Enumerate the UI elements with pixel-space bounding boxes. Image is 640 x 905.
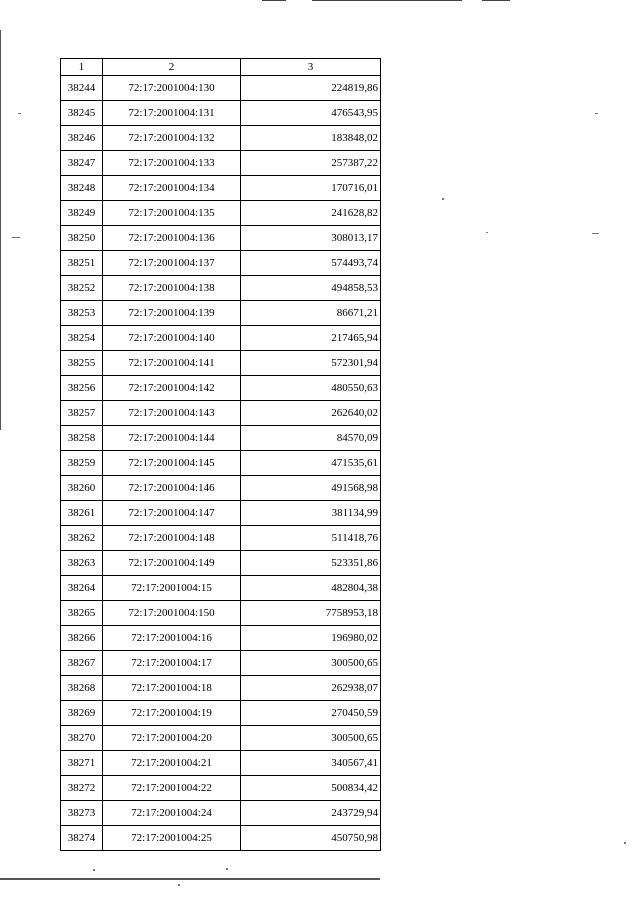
row-number-cell: 38266: [61, 626, 103, 651]
value-cell: 572301,94: [241, 351, 381, 376]
row-number-cell: 38264: [61, 576, 103, 601]
cadastral-number-cell: 72:17:2001004:149: [103, 551, 241, 576]
top-scan-line: [482, 0, 510, 1]
cadastral-number-cell: 72:17:2001004:146: [103, 476, 241, 501]
table-body: [61, 76, 381, 851]
bottom-scan-line: [0, 878, 380, 880]
table-row: [61, 601, 381, 626]
row-number-cell: 38258: [61, 426, 103, 451]
cadastral-number-cell: 72:17:2001004:142: [103, 376, 241, 401]
cadastral-number-cell: 72:17:2001004:132: [103, 126, 241, 151]
row-number-cell: 38261: [61, 501, 103, 526]
cadastral-number-cell: 72:17:2001004:140: [103, 326, 241, 351]
row-number-cell: 38256: [61, 376, 103, 401]
table-row: [61, 751, 381, 776]
value-cell: 224819,86: [241, 76, 381, 101]
table-row: [61, 251, 381, 276]
value-cell: 217465,94: [241, 326, 381, 351]
cadastral-number-cell: 72:17:2001004:137: [103, 251, 241, 276]
table-row: [61, 726, 381, 751]
value-cell: 340567,41: [241, 751, 381, 776]
scan-speck: [592, 233, 599, 234]
row-number-cell: 38245: [61, 101, 103, 126]
value-cell: 480550,63: [241, 376, 381, 401]
value-cell: 523351,86: [241, 551, 381, 576]
table-row: [61, 526, 381, 551]
scan-speck: [12, 237, 20, 238]
table-row: [61, 776, 381, 801]
value-cell: 262938,07: [241, 676, 381, 701]
scan-speck: [226, 868, 228, 870]
row-number-cell: 38263: [61, 551, 103, 576]
value-cell: 300500,65: [241, 651, 381, 676]
table-row: [61, 326, 381, 351]
table-row: [61, 826, 381, 851]
cadastral-number-cell: 72:17:2001004:136: [103, 226, 241, 251]
top-scan-line: [262, 0, 286, 1]
value-cell: 494858,53: [241, 276, 381, 301]
column-header-2: 2: [103, 59, 241, 76]
scan-speck: [595, 113, 598, 114]
scan-speck: [178, 884, 180, 886]
cadastral-number-cell: 72:17:2001004:20: [103, 726, 241, 751]
column-header-3: 3: [241, 59, 381, 76]
row-number-cell: 38268: [61, 676, 103, 701]
value-cell: 86671,21: [241, 301, 381, 326]
row-number-cell: 38251: [61, 251, 103, 276]
table-row: [61, 376, 381, 401]
table-row: [61, 351, 381, 376]
cadastral-number-cell: 72:17:2001004:18: [103, 676, 241, 701]
row-number-cell: 38273: [61, 801, 103, 826]
table-row: [61, 501, 381, 526]
scan-speck: [442, 198, 444, 200]
cadastral-number-cell: 72:17:2001004:25: [103, 826, 241, 851]
cadastral-number-cell: 72:17:2001004:21: [103, 751, 241, 776]
value-cell: 574493,74: [241, 251, 381, 276]
cadastral-number-cell: 72:17:2001004:145: [103, 451, 241, 476]
table-row: [61, 401, 381, 426]
table-row: [61, 301, 381, 326]
column-header-1: 1: [61, 59, 103, 76]
cadastral-number-cell: 72:17:2001004:135: [103, 201, 241, 226]
cadastral-number-cell: 72:17:2001004:24: [103, 801, 241, 826]
table-row: [61, 626, 381, 651]
value-cell: 262640,02: [241, 401, 381, 426]
top-scan-line: [312, 0, 462, 1]
header-row: [61, 59, 381, 76]
left-edge-mark: [0, 30, 1, 430]
row-number-cell: 38271: [61, 751, 103, 776]
table-row: [61, 226, 381, 251]
value-cell: 7758953,18: [241, 601, 381, 626]
table-row: [61, 426, 381, 451]
cadastral-number-cell: 72:17:2001004:139: [103, 301, 241, 326]
cadastral-number-cell: 72:17:2001004:16: [103, 626, 241, 651]
table-row: [61, 576, 381, 601]
row-number-cell: 38246: [61, 126, 103, 151]
cadastral-number-cell: 72:17:2001004:141: [103, 351, 241, 376]
row-number-cell: 38270: [61, 726, 103, 751]
value-cell: 511418,76: [241, 526, 381, 551]
value-cell: 500834,42: [241, 776, 381, 801]
value-cell: 270450,59: [241, 701, 381, 726]
cadastral-number-cell: 72:17:2001004:144: [103, 426, 241, 451]
scan-speck: [18, 113, 21, 114]
row-number-cell: 38269: [61, 701, 103, 726]
table-row: [61, 476, 381, 501]
cadastral-number-cell: 72:17:2001004:150: [103, 601, 241, 626]
row-number-cell: 38255: [61, 351, 103, 376]
value-cell: 243729,94: [241, 801, 381, 826]
row-number-cell: 38244: [61, 76, 103, 101]
row-number-cell: 38250: [61, 226, 103, 251]
value-cell: 170716,01: [241, 176, 381, 201]
cadastral-number-cell: 72:17:2001004:130: [103, 76, 241, 101]
cadastral-number-cell: 72:17:2001004:131: [103, 101, 241, 126]
table-row: [61, 676, 381, 701]
row-number-cell: 38249: [61, 201, 103, 226]
value-cell: 196980,02: [241, 626, 381, 651]
table-row: [61, 651, 381, 676]
scan-speck: [624, 842, 626, 844]
value-cell: 84570,09: [241, 426, 381, 451]
value-cell: 300500,65: [241, 726, 381, 751]
table-row: [61, 201, 381, 226]
row-number-cell: 38259: [61, 451, 103, 476]
table-row: [61, 151, 381, 176]
cadastral-number-cell: 72:17:2001004:133: [103, 151, 241, 176]
cadastral-number-cell: 72:17:2001004:17: [103, 651, 241, 676]
value-cell: 241628,82: [241, 201, 381, 226]
row-number-cell: 38265: [61, 601, 103, 626]
table-row: [61, 76, 381, 101]
cadastral-number-cell: 72:17:2001004:147: [103, 501, 241, 526]
row-number-cell: 38248: [61, 176, 103, 201]
row-number-cell: 38274: [61, 826, 103, 851]
cadastral-number-cell: 72:17:2001004:148: [103, 526, 241, 551]
row-number-cell: 38252: [61, 276, 103, 301]
row-number-cell: 38253: [61, 301, 103, 326]
row-number-cell: 38247: [61, 151, 103, 176]
scan-speck: [93, 869, 95, 871]
table-row: [61, 101, 381, 126]
table-row: [61, 451, 381, 476]
scan-speck: [486, 232, 488, 233]
cadastral-number-cell: 72:17:2001004:143: [103, 401, 241, 426]
cadastral-number-cell: 72:17:2001004:138: [103, 276, 241, 301]
value-cell: 308013,17: [241, 226, 381, 251]
value-cell: 471535,61: [241, 451, 381, 476]
row-number-cell: 38272: [61, 776, 103, 801]
row-number-cell: 38260: [61, 476, 103, 501]
row-number-cell: 38257: [61, 401, 103, 426]
table-row: [61, 701, 381, 726]
row-number-cell: 38254: [61, 326, 103, 351]
value-cell: 257387,22: [241, 151, 381, 176]
value-cell: 482804,38: [241, 576, 381, 601]
cadastral-value-table: [60, 58, 381, 851]
cadastral-number-cell: 72:17:2001004:19: [103, 701, 241, 726]
table-row: [61, 551, 381, 576]
value-cell: 381134,99: [241, 501, 381, 526]
cadastral-number-cell: 72:17:2001004:15: [103, 576, 241, 601]
value-cell: 476543,95: [241, 101, 381, 126]
cadastral-number-cell: 72:17:2001004:134: [103, 176, 241, 201]
value-cell: 491568,98: [241, 476, 381, 501]
row-number-cell: 38262: [61, 526, 103, 551]
table-row: [61, 801, 381, 826]
table-row: [61, 176, 381, 201]
value-cell: 450750,98: [241, 826, 381, 851]
cadastral-number-cell: 72:17:2001004:22: [103, 776, 241, 801]
table-row: [61, 126, 381, 151]
row-number-cell: 38267: [61, 651, 103, 676]
table-row: [61, 276, 381, 301]
value-cell: 183848,02: [241, 126, 381, 151]
